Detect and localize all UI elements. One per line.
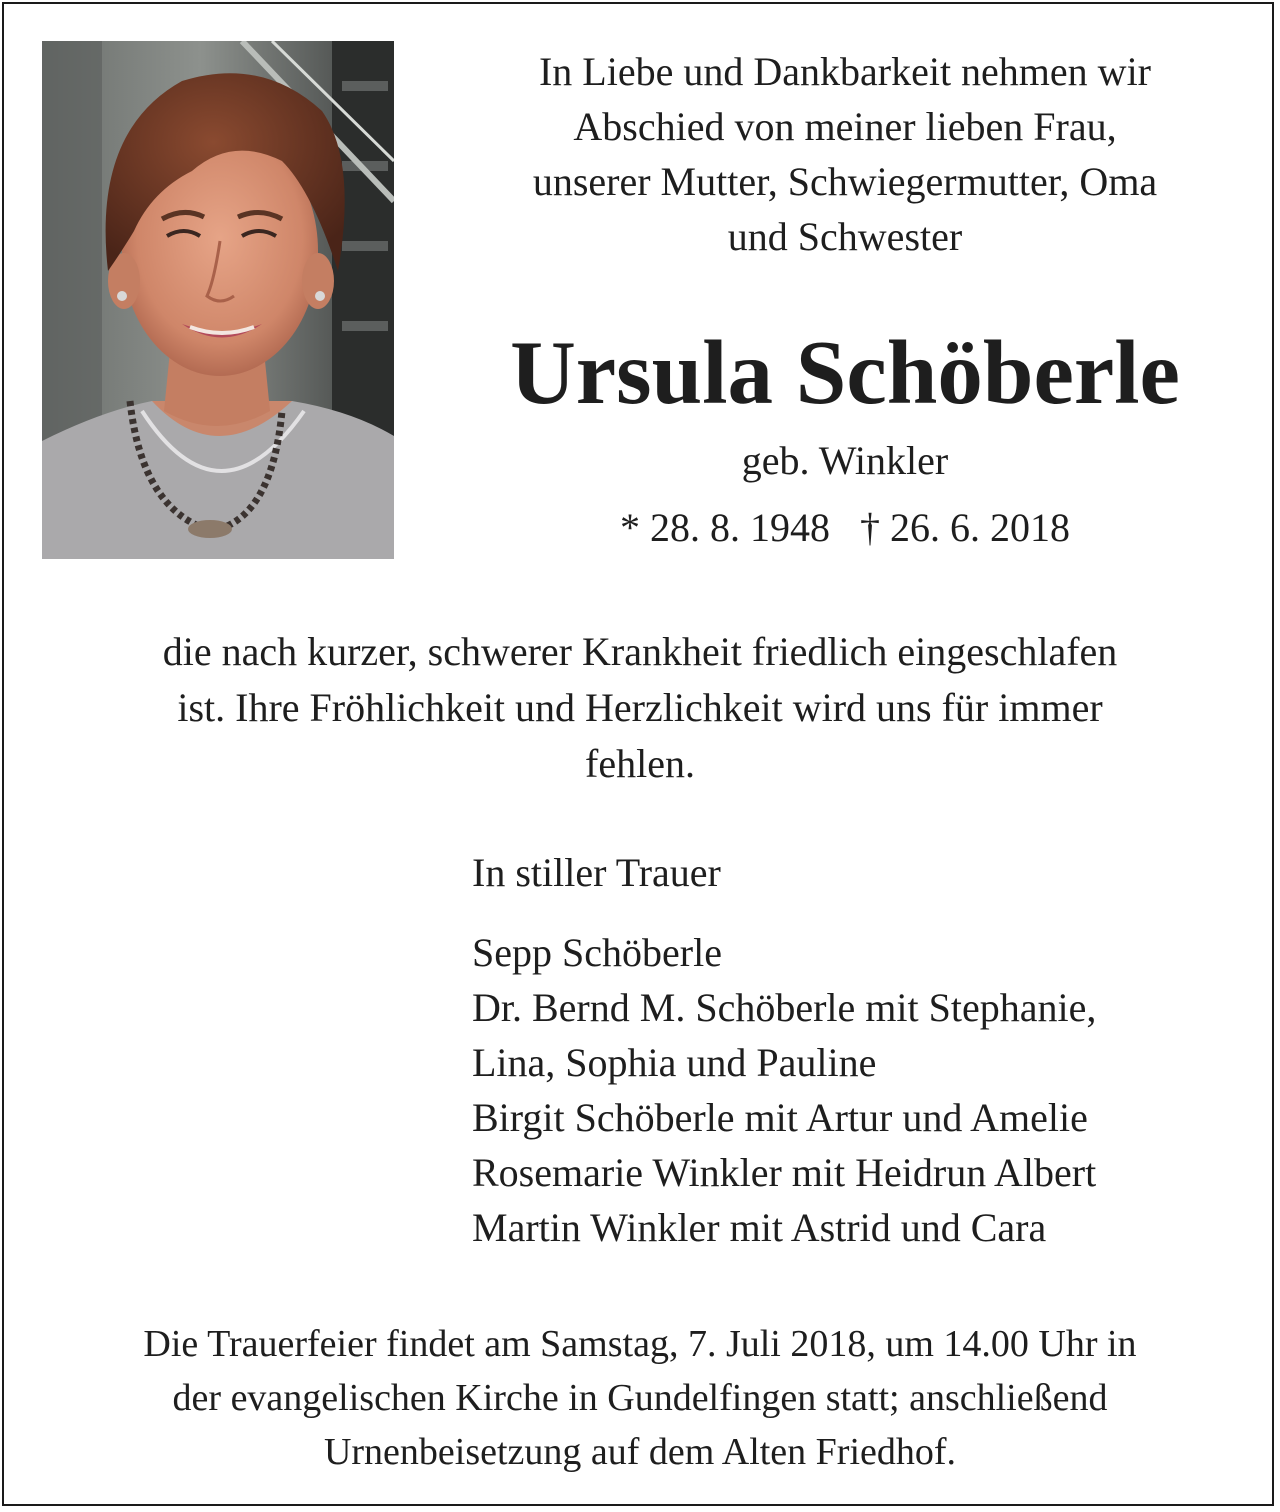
death-date: † 26. 6. 2018 <box>860 505 1070 550</box>
body-line: die nach kurzer, schwerer Krankheit friedlich eingeschlafen <box>162 629 1118 674</box>
deceased-name: Ursula Schöberle <box>510 322 1180 423</box>
birth-date: * 28. 8. 1948 <box>620 505 830 550</box>
body-line: fehlen. <box>585 741 695 786</box>
intro-line: unserer Mutter, Schwiegermutter, Oma <box>532 159 1158 204</box>
signer-line: Rosemarie Winkler mit Heidrun Albert <box>472 1150 1097 1195</box>
intro-line: In Liebe und Dankbarkeit nehmen wir <box>538 49 1151 94</box>
signers-list <box>472 925 1262 1255</box>
ceremony-line: Die Trauerfeier findet am Samstag, 7. Juli 2018, um 14.00 Uhr in <box>143 1323 1137 1365</box>
intro-line: Abschied von meiner lieben Frau, <box>573 104 1117 149</box>
signer-line: Martin Winkler mit Astrid und Cara <box>472 1205 1047 1250</box>
body-text <box>30 624 1250 792</box>
maiden-name: geb. Winkler <box>741 438 949 483</box>
ceremony-line: der evangelischen Kirche in Gundelfingen statt; anschließend <box>172 1377 1108 1419</box>
portrait-photo <box>42 41 394 559</box>
ceremony-line: Urnenbeisetzung auf dem Alten Friedhof. <box>323 1431 957 1473</box>
intro-text <box>430 44 1260 264</box>
signer-line: Lina, Sophia und Pauline <box>472 1040 877 1085</box>
mourning-heading: In stiller Trauer <box>472 850 721 895</box>
signer-line: Dr. Bernd M. Schöberle mit Stephanie, <box>472 985 1097 1030</box>
life-dates <box>430 500 1260 555</box>
signer-line: Sepp Schöberle <box>472 930 722 975</box>
signer-line: Birgit Schöberle mit Artur und Amelie <box>472 1095 1088 1140</box>
body-line: ist. Ihre Fröhlichkeit und Herzlichkeit wird uns für immer <box>177 685 1103 730</box>
ceremony-info <box>30 1317 1250 1479</box>
intro-line: und Schwester <box>727 214 963 259</box>
